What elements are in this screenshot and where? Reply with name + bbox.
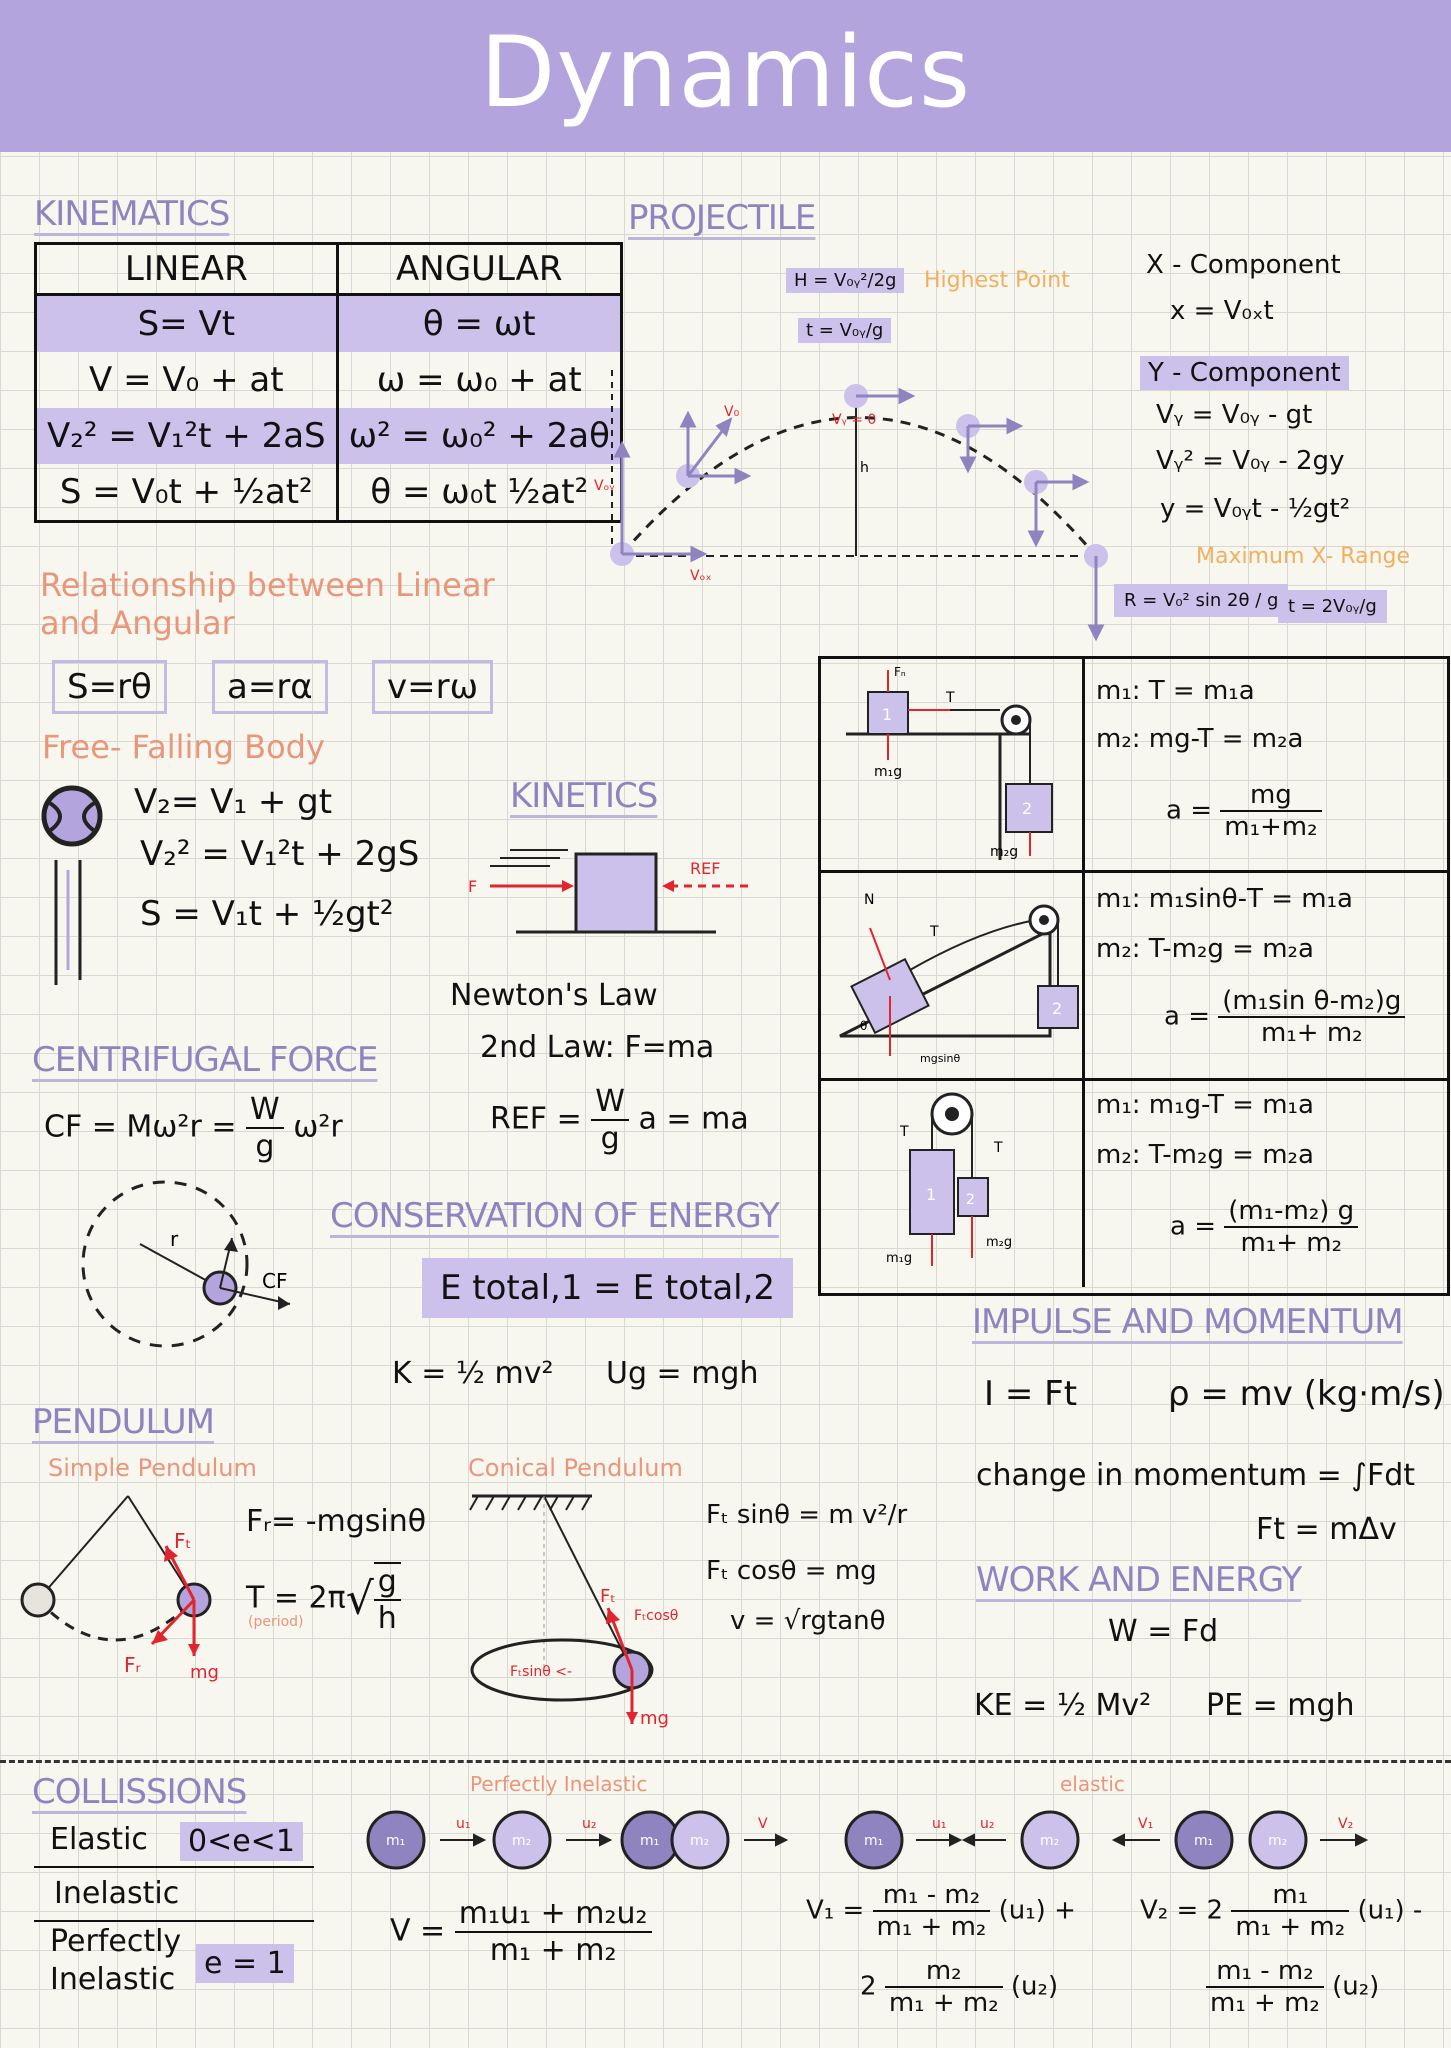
label-u1: u₁ bbox=[932, 1816, 947, 1832]
newtons-law: Newton's Law bbox=[450, 978, 658, 1013]
work-heading: WORK AND ENERGY bbox=[976, 1560, 1302, 1600]
relationship-heading-2: and Angular bbox=[40, 604, 235, 642]
v-frac bbox=[455, 1896, 652, 1968]
frac-num: m₂ bbox=[885, 1956, 1003, 1988]
max-range-label: Maximum X- Range bbox=[1196, 544, 1411, 569]
v2-left: V₂ = 2 bbox=[1140, 1895, 1224, 1926]
linear-header: LINEAR bbox=[36, 244, 338, 295]
p2-eq2: m₂: T-m₂g = m₂a bbox=[1096, 934, 1314, 964]
label-fr: Fᵣ bbox=[124, 1653, 141, 1677]
panel-divider bbox=[818, 1078, 1447, 1081]
v2-tail: (u₁) - bbox=[1357, 1895, 1423, 1926]
label-m2g: m₂g bbox=[986, 1235, 1013, 1250]
ref-eq bbox=[490, 1084, 749, 1156]
box2-label: 2 bbox=[966, 1192, 975, 1208]
label-vy0: Vᵧ = 0 bbox=[832, 412, 877, 428]
inelastic-label: Inelastic bbox=[54, 1876, 180, 1911]
collision-divider bbox=[34, 1866, 314, 1868]
angular-header: ANGULAR bbox=[337, 244, 621, 295]
centrifugal-eq-left: CF = Mω²r = bbox=[44, 1109, 237, 1145]
label-ref: REF bbox=[690, 859, 721, 878]
panel-divider bbox=[818, 870, 1447, 873]
frac-num: m₁ - m₂ bbox=[1206, 1956, 1324, 1988]
ref-left: REF = bbox=[490, 1101, 582, 1137]
a-frac bbox=[1220, 780, 1321, 842]
label-m2: m₂ bbox=[690, 1833, 710, 1849]
a-left: a = bbox=[1166, 795, 1212, 826]
perfectly-inelastic-heading: Perfectly Inelastic bbox=[470, 1772, 648, 1796]
p1-eq2: m₂: mg-T = m₂a bbox=[1096, 724, 1304, 754]
label-ftsin: Fₜsinθ <- bbox=[510, 1664, 573, 1680]
k-eq: K = ½ mv² bbox=[392, 1356, 554, 1391]
falling-ball-diagram bbox=[38, 780, 118, 990]
simple-pendulum-heading: Simple Pendulum bbox=[48, 1454, 257, 1482]
u-eq: Ug = mgh bbox=[606, 1356, 759, 1391]
elastic-v2-eq bbox=[1140, 1880, 1422, 1942]
p3-eq2: m₂: T-m₂g = m₂a bbox=[1096, 1140, 1314, 1170]
elastic-v2-eq-b bbox=[1206, 1956, 1379, 2018]
frac-den: m₁+ m₂ bbox=[1261, 1018, 1363, 1048]
x-component-label: X - Component bbox=[1146, 250, 1341, 280]
frac-num: m₁ bbox=[1231, 1880, 1349, 1912]
label-u2: u₂ bbox=[582, 1816, 597, 1832]
etotal-eq: E total,1 = E total,2 bbox=[422, 1258, 793, 1318]
centrifugal-eq bbox=[44, 1092, 343, 1164]
frac-num: W bbox=[246, 1092, 284, 1129]
angular-eq: θ = ω₀t ½at² bbox=[370, 472, 589, 512]
frac-num: m₁ - m₂ bbox=[873, 1880, 991, 1912]
conical-pendulum-heading: Conical Pendulum bbox=[468, 1454, 683, 1482]
page-title: Dynamics bbox=[479, 16, 972, 130]
label-n: N bbox=[864, 892, 875, 908]
linear-eq: S = V₀t + ½at² bbox=[36, 464, 338, 522]
conical-eq1: Fₜ sinθ = m v²/r bbox=[706, 1500, 908, 1530]
label-t: T bbox=[994, 1140, 1003, 1156]
linear-eq: S= Vt bbox=[36, 295, 338, 353]
frac-num: (m₁sin θ-m₂)g bbox=[1218, 986, 1405, 1018]
label-r: r bbox=[170, 1227, 179, 1251]
label-m1g: m₁g bbox=[874, 764, 903, 780]
label-ft: Fₜ bbox=[174, 1529, 192, 1553]
relation-s: S=rθ bbox=[52, 660, 167, 714]
simple-pendulum-diagram bbox=[14, 1484, 234, 1684]
centrifugal-frac bbox=[246, 1092, 284, 1164]
y-eq3: y = V₀ᵧt - ½gt² bbox=[1160, 494, 1351, 524]
conical-eq3: v = √rgtanθ bbox=[730, 1606, 886, 1636]
w-eq: W = Fd bbox=[1108, 1614, 1219, 1649]
kinematics-table bbox=[34, 242, 623, 523]
label-t: T bbox=[930, 924, 939, 940]
elastic-v1-eq bbox=[806, 1880, 1076, 1942]
label-m1: m₁ bbox=[1194, 1833, 1214, 1849]
ball-icon bbox=[44, 788, 100, 844]
v2-b-frac bbox=[1206, 1956, 1324, 2018]
a-frac bbox=[1224, 1196, 1358, 1258]
highest-point-label: Highest Point bbox=[924, 268, 1070, 293]
simple-eq1: Fᵣ= -mgsinθ bbox=[246, 1504, 427, 1539]
kinetics-block-diagram bbox=[460, 840, 760, 940]
v1-left: V₁ = bbox=[806, 1895, 865, 1926]
label-t: T bbox=[946, 690, 955, 706]
frac-den: m₁+m₂ bbox=[1224, 812, 1318, 842]
centrifugal-eq-right: ω²r bbox=[293, 1109, 343, 1145]
label-m1: m₁ bbox=[640, 1833, 660, 1849]
ft-eq: Ft = mΔv bbox=[1256, 1512, 1397, 1547]
frac-den: m₁ + m₂ bbox=[489, 1933, 617, 1968]
x-eq: x = V₀ₓt bbox=[1170, 296, 1274, 326]
elastic-heading: elastic bbox=[1060, 1772, 1125, 1796]
v2-frac bbox=[1231, 1880, 1349, 1942]
label-cf: CF bbox=[262, 1269, 288, 1293]
angular-eq: ω = ω₀ + at bbox=[376, 360, 582, 400]
p1-eq1: m₁: T = m₁a bbox=[1096, 676, 1255, 706]
h-eq: H = V₀ᵧ²/2g bbox=[786, 268, 904, 293]
collisions-heading: COLLISSIONS bbox=[32, 1772, 247, 1812]
a-left: a = bbox=[1170, 1211, 1216, 1242]
elastic-range: 0<e<1 bbox=[180, 1822, 303, 1861]
free-fall-eq1: V₂= V₁ + gt bbox=[134, 782, 333, 822]
label-fn: Fₙ bbox=[894, 665, 906, 679]
second-law: 2nd Law: F=ma bbox=[480, 1030, 715, 1065]
label-u2: u₂ bbox=[980, 1816, 995, 1832]
centrifugal-heading: CENTRIFUGAL FORCE bbox=[32, 1040, 378, 1080]
label-f: F bbox=[468, 877, 478, 896]
impulse-eq: I = Ft bbox=[984, 1374, 1078, 1414]
projectile-diagram bbox=[594, 360, 1120, 650]
label-mgsin: mgsinθ bbox=[920, 1052, 961, 1065]
period-note: (period) bbox=[248, 1614, 304, 1630]
momentum-eq: ρ = mv (kg·m/s) bbox=[1168, 1374, 1445, 1414]
section-separator bbox=[0, 1760, 1451, 1763]
label-m1: m₁ bbox=[386, 1833, 406, 1849]
conical-pendulum-diagram bbox=[450, 1488, 700, 1738]
label-h: h bbox=[860, 460, 869, 476]
v1-frac bbox=[873, 1880, 991, 1942]
angular-eq: θ = ωt bbox=[337, 295, 621, 353]
frac-num: mg bbox=[1220, 780, 1321, 812]
frac-num: m₁u₁ + m₂u₂ bbox=[455, 1896, 652, 1933]
panel-divider bbox=[1082, 659, 1085, 1287]
v-left: V = bbox=[390, 1913, 446, 1949]
ref-frac bbox=[591, 1084, 629, 1156]
simple-eq2: T = 2π√ $\frac{g}{h}$ bbox=[246, 1562, 401, 1636]
box1-label: 1 bbox=[882, 705, 893, 724]
label-ftcos: Fₜcosθ bbox=[634, 1608, 679, 1624]
label-v: V bbox=[758, 1816, 768, 1832]
label-m1: m₁ bbox=[864, 1833, 884, 1849]
collision-divider bbox=[34, 1920, 314, 1922]
time-eq: t = 2V₀ᵧ/g bbox=[1278, 590, 1387, 623]
angular-eq: ω² = ω₀² + 2aθ bbox=[337, 408, 621, 464]
label-ft: Fₜ bbox=[600, 1586, 616, 1607]
frac-den: m₁ + m₂ bbox=[1210, 1988, 1320, 2018]
v2-b-tail: (u₂) bbox=[1332, 1971, 1380, 2002]
box2-label: 2 bbox=[1022, 799, 1033, 818]
v1-b-tail: (u₂) bbox=[1010, 1971, 1059, 2002]
linear-eq: V = V₀ + at bbox=[36, 352, 338, 408]
box1-label: 1 bbox=[926, 1185, 937, 1204]
kinetics-heading: KINETICS bbox=[510, 776, 658, 816]
frac-den: m₁ + m₂ bbox=[888, 1988, 999, 2018]
range-eq: R = V₀² sin 2θ / g bbox=[1114, 584, 1288, 617]
frac-den: h bbox=[377, 1601, 397, 1636]
p2-eq1: m₁: m₁sinθ-T = m₁a bbox=[1096, 884, 1353, 914]
simple-eq2-left: T = 2π bbox=[246, 1580, 346, 1616]
change-momentum-eq: change in momentum = ∫Fdt bbox=[976, 1458, 1415, 1493]
elastic-v1-eq-b bbox=[860, 1956, 1058, 2018]
pulley3-diagram bbox=[870, 1086, 1070, 1286]
perfectly-v-eq bbox=[390, 1896, 652, 1968]
box2-label: 2 bbox=[1052, 999, 1063, 1018]
frac-den: m₁ + m₂ bbox=[876, 1912, 987, 1942]
pendulum-heading: PENDULUM bbox=[32, 1402, 214, 1442]
label-mg: mg bbox=[190, 1662, 219, 1683]
perfectly-label: Perfectly bbox=[50, 1924, 182, 1959]
free-fall-eq3: S = V₁t + ½gt² bbox=[140, 894, 394, 934]
label-t: T bbox=[900, 1124, 909, 1140]
relation-a: a=rα bbox=[212, 660, 328, 714]
a-left: a = bbox=[1164, 1001, 1210, 1032]
free-fall-eq2: V₂² = V₁²t + 2gS bbox=[140, 834, 420, 874]
period-frac bbox=[374, 1562, 401, 1636]
label-theta: θ bbox=[860, 1019, 868, 1033]
relationship-heading-1: Relationship between Linear bbox=[40, 566, 495, 604]
elastic-label: Elastic bbox=[50, 1822, 148, 1857]
label-vox: Vₒₓ bbox=[690, 568, 712, 584]
impulse-heading: IMPULSE AND MOMENTUM bbox=[972, 1302, 1403, 1342]
v1-b-coef: 2 bbox=[860, 1971, 877, 2002]
relation-v: v=rω bbox=[372, 660, 493, 714]
frac-num: g bbox=[374, 1564, 401, 1601]
t-eq: t = V₀ᵧ/g bbox=[798, 318, 891, 343]
p3-eq1: m₁: m₁g-T = m₁a bbox=[1096, 1090, 1314, 1120]
label-vo: V₀ bbox=[724, 404, 740, 420]
label-m2: m₂ bbox=[512, 1833, 532, 1849]
label-m2g: m₂g bbox=[990, 844, 1019, 860]
frac-num: W bbox=[591, 1084, 629, 1121]
label-v2: V₂ bbox=[1338, 1816, 1354, 1832]
frac-den: g bbox=[255, 1129, 275, 1164]
collision-balls-diagram bbox=[360, 1800, 1450, 1880]
frac-num: (m₁-m₂) g bbox=[1224, 1196, 1358, 1228]
v1-tail: (u₁) + bbox=[998, 1895, 1076, 1926]
ref-right: a = ma bbox=[638, 1101, 749, 1137]
label-m1g: m₁g bbox=[886, 1251, 913, 1266]
y-component-label: Y - Component bbox=[1140, 356, 1349, 390]
free-fall-heading: Free- Falling Body bbox=[42, 728, 325, 766]
kinematics-heading: KINEMATICS bbox=[34, 194, 230, 234]
frac-den: m₁+ m₂ bbox=[1240, 1228, 1342, 1258]
p1-a-eq bbox=[1166, 780, 1322, 842]
label-m2: m₂ bbox=[1268, 1833, 1288, 1849]
perfectly-inelastic-label: Inelastic bbox=[50, 1962, 176, 1997]
label-m2: m₂ bbox=[1040, 1833, 1060, 1849]
label-v1: V₁ bbox=[1138, 1816, 1154, 1832]
projectile-heading: PROJECTILE bbox=[628, 198, 816, 238]
pulley2-diagram bbox=[830, 880, 1080, 1070]
label-u1: u₁ bbox=[456, 1816, 471, 1832]
pe-eq: PE = mgh bbox=[1206, 1688, 1355, 1723]
linear-eq: V₂² = V₁²t + 2aS bbox=[36, 408, 338, 464]
frac-den: g bbox=[600, 1121, 620, 1156]
y-eq1: Vᵧ = V₀ᵧ - gt bbox=[1156, 400, 1313, 430]
conical-eq2: Fₜ cosθ = mg bbox=[706, 1556, 877, 1586]
energy-heading: CONSERVATION OF ENERGY bbox=[330, 1196, 779, 1236]
ke-eq: KE = ½ Mv² bbox=[974, 1688, 1152, 1723]
centrifugal-diagram bbox=[50, 1176, 310, 1356]
p2-a-eq bbox=[1164, 986, 1405, 1048]
label-mg: mg bbox=[640, 1708, 669, 1729]
perfectly-e: e = 1 bbox=[196, 1944, 294, 1983]
pulley1-diagram bbox=[830, 664, 1080, 864]
label-voy: Vₒᵧ bbox=[594, 478, 615, 494]
v1-b-frac bbox=[885, 1956, 1003, 2018]
a-frac bbox=[1218, 986, 1405, 1048]
y-eq2: Vᵧ² = V₀ᵧ - 2gy bbox=[1156, 446, 1345, 476]
frac-den: m₁ + m₂ bbox=[1235, 1912, 1346, 1942]
p3-a-eq bbox=[1170, 1196, 1358, 1258]
